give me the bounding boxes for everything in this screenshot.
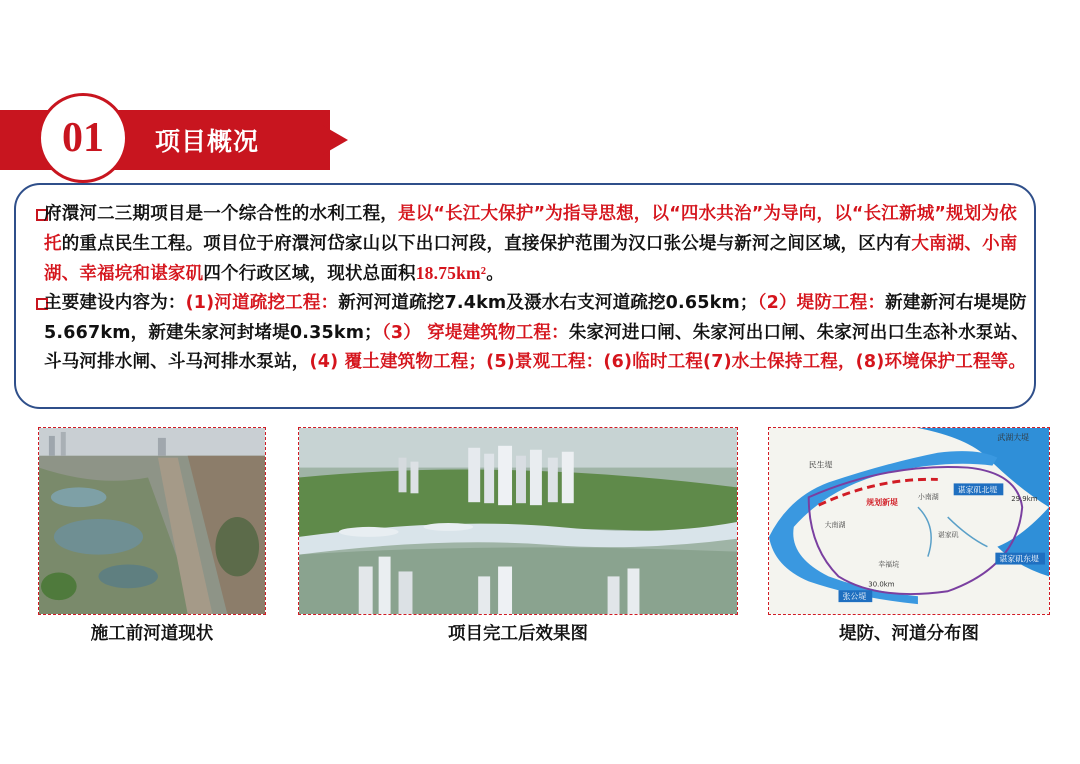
para1-highlight-1: 是以“长江大保护”为指导思想，以“四水共治”为导向，以“长江新城”规划为依托 <box>44 204 1017 254</box>
overview-paragraph <box>44 200 1032 290</box>
river-map-icon <box>769 428 1049 614</box>
para1-text-2: 的重点民生工程。项目位于府澴河岱家山以下出口河段，直接保护范围为汉口张公堤与新河之间区域，区内有 <box>61 233 912 254</box>
para2-text-3: 新建新河右堤堤防5.667km，新建朱家河封堵堤0.35km； <box>44 293 1027 343</box>
map-label-new-levee: 规划新堤 <box>866 498 898 508</box>
ribbon-arrow-tip <box>322 125 348 155</box>
map-label-minsheng: 民生堤 <box>808 460 833 470</box>
map-label-distance-1: 29.9km <box>1011 495 1038 504</box>
para1-highlight-districts: 大南湖、小南湖、幸福垸和谌家矶 <box>44 233 1018 284</box>
map-caption: 堤防、河道分布图 <box>839 624 979 644</box>
map-label-north-levee: 谌家矶北堤 <box>957 485 998 495</box>
map-label-east-levee: 谌家矶东堤 <box>999 554 1039 564</box>
map-label-shenjiaji: 谌家矶 <box>937 530 959 539</box>
map-label-distance-2: 30.0km <box>868 580 895 589</box>
para2-highlight-3: （3） 穿堤建筑物工程： <box>381 322 569 343</box>
para2-text-4: 朱家河进口闸、朱家河出口闸、朱家河出口生态补水泵站、斗马河排水闸、斗马河排水泵站， <box>44 322 1030 372</box>
para2-text-2: 新河河道疏挖7.4km及滠水右支河道疏挖0.65km； <box>338 293 758 313</box>
map-label-xiaonan: 小南湖 <box>917 493 939 502</box>
after-completion-rendering <box>298 427 738 615</box>
section-number-badge <box>38 93 128 183</box>
para1-area-value: 18.75km² <box>415 263 487 283</box>
para2-highlight-4: (4) 覆土建筑物工程；(5)景观工程：(6)临时工程(7)水土保持工程，(8)环境保护工程等。 <box>309 352 1027 372</box>
para2-text-1: 主要建设内容为： <box>44 293 186 313</box>
rendering-after-icon <box>299 428 737 614</box>
aerial-photo-before-icon <box>39 428 265 614</box>
map-label-danan: 大南湖 <box>824 520 846 529</box>
section-number: 01 <box>62 115 104 161</box>
para1-text-1: 府澴河二三期项目是一个综合性的水利工程， <box>44 204 398 224</box>
para1-text-3: 四个行政区域，现状总面积 <box>203 264 416 284</box>
section-title: 项目概况 <box>155 127 260 156</box>
para2-highlight-2: （2）堤防工程： <box>757 293 886 313</box>
map-label-wuhu: 武湖大堤 <box>997 432 1030 442</box>
map-label-zhanggong: 张公堤 <box>842 592 867 602</box>
para1-text-4: 。 <box>486 264 504 284</box>
construction-paragraph <box>44 289 1032 378</box>
after-rendering-caption: 项目完工后效果图 <box>448 624 588 644</box>
before-construction-photo <box>38 427 266 615</box>
map-label-xingfu: 幸福垸 <box>878 560 900 569</box>
before-photo-caption: 施工前河道现状 <box>90 624 214 644</box>
para2-highlight-1: (1)河道疏挖工程： <box>185 293 339 313</box>
levee-river-map <box>768 427 1050 615</box>
